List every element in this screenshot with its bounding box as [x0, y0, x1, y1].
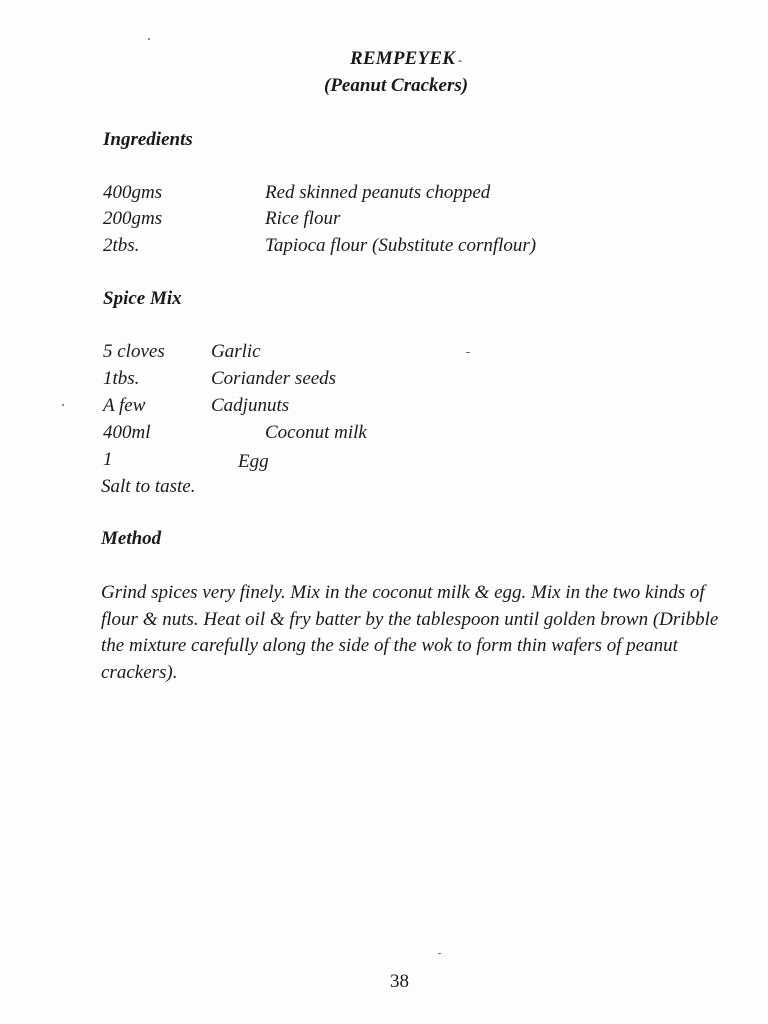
- ingredient-qty: 2tbs.: [103, 235, 140, 256]
- page-number: 38: [390, 971, 409, 992]
- ingredient-qty: 400gms: [103, 182, 163, 203]
- spice-qty: A few: [103, 395, 146, 416]
- recipe-title-text: REMPEYEK: [350, 48, 456, 69]
- scan-speck: [148, 38, 150, 40]
- spice-name: Garlic: [211, 341, 261, 362]
- spice-qty: 5 cloves: [103, 341, 165, 362]
- spice-qty: 1: [103, 449, 113, 470]
- ingredients-heading: Ingredients: [103, 129, 193, 150]
- spice-qty: 400ml: [103, 422, 151, 443]
- scan-speck: [466, 352, 470, 353]
- scan-speck: [62, 404, 64, 406]
- ingredient-name: Rice flour: [265, 208, 341, 229]
- ingredient-qty: 200gms: [103, 208, 163, 229]
- ingredient-name: Tapioca flour (Substitute cornflour): [265, 235, 537, 256]
- spice-footer: Salt to taste.: [101, 476, 196, 497]
- ingredient-name: Red skinned peanuts chopped: [265, 182, 491, 203]
- method-text: Grind spices very finely. Mix in the coconut milk & egg. Mix in the two kinds of flour & nuts. Heat oil & fry batter by the tablespoon until golden brown (Dribble the mixture carefully along the side of the wok to form thin wafers of peanut crackers).: [101, 582, 719, 683]
- spice-name: Egg: [238, 451, 269, 472]
- spice-name: Cadjunuts: [211, 395, 290, 416]
- recipe-title: [350, 48, 462, 70]
- scan-speck: [438, 953, 441, 954]
- recipe-subtitle: (Peanut Crackers): [324, 75, 469, 96]
- spice-name: Coriander seeds: [211, 368, 337, 389]
- spice-mix-heading: Spice Mix: [103, 288, 182, 309]
- spice-name: Coconut milk: [265, 422, 367, 443]
- method-heading: Method: [101, 528, 162, 549]
- spice-qty: 1tbs.: [103, 368, 140, 389]
- title-mark: -: [458, 53, 463, 67]
